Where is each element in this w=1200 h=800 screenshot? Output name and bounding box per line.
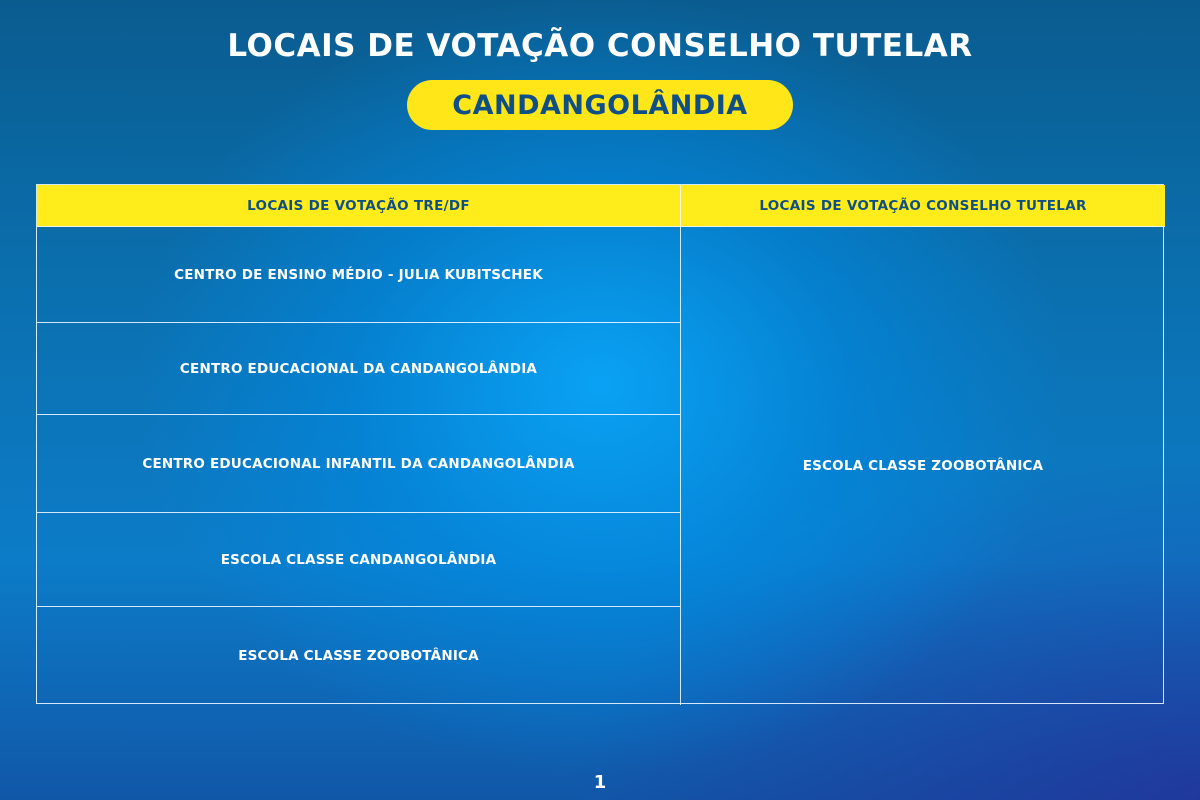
column-header-conselho: LOCAIS DE VOTAÇÃO CONSELHO TUTELAR bbox=[681, 185, 1165, 227]
table-row-tre-location: ESCOLA CLASSE CANDANGOLÂNDIA bbox=[37, 513, 681, 607]
page-number: 1 bbox=[593, 772, 607, 793]
conselho-location-cell: ESCOLA CLASSE ZOOBOTÂNICA bbox=[802, 458, 1044, 474]
table-row-tre-location: ESCOLA CLASSE ZOOBOTÂNICA bbox=[37, 607, 681, 705]
voting-locations-table bbox=[36, 184, 1164, 704]
table-row-tre-location: CENTRO EDUCACIONAL INFANTIL DA CANDANGOLÂNDIA bbox=[37, 415, 681, 513]
table-row-tre-location: CENTRO EDUCACIONAL DA CANDANGOLÂNDIA bbox=[37, 323, 681, 415]
region-badge: CANDANGOLÂNDIA bbox=[407, 80, 793, 130]
column-header-tre: LOCAIS DE VOTAÇÃO TRE/DF bbox=[37, 185, 681, 227]
page-title: LOCAIS DE VOTAÇÃO CONSELHO TUTELAR bbox=[227, 28, 973, 64]
table-row-tre-location: CENTRO DE ENSINO MÉDIO - JULIA KUBITSCHEK bbox=[37, 227, 681, 323]
